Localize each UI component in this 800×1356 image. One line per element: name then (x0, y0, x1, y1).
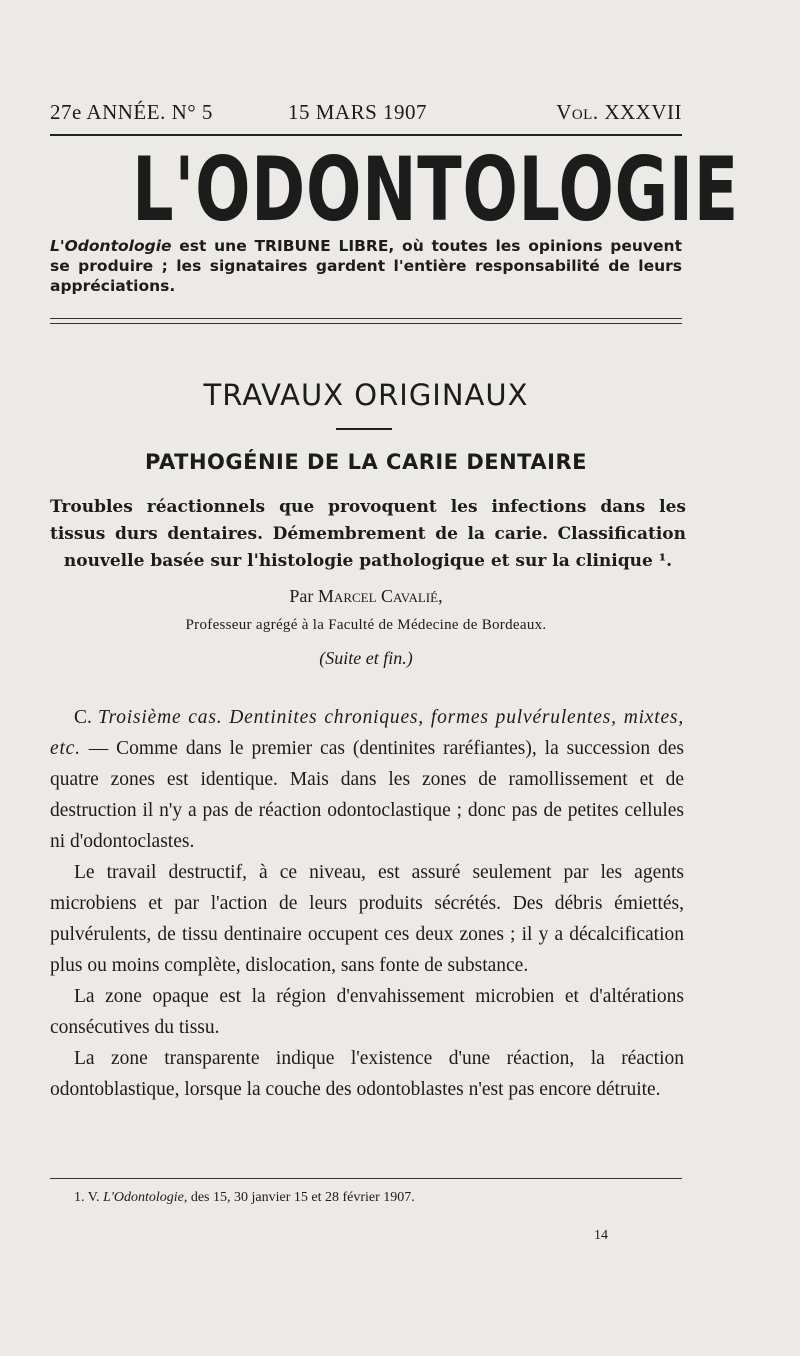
issue-number: 27e ANNÉE. N° 5 (50, 100, 213, 124)
running-header (50, 100, 682, 130)
paragraph: Le travail destructif, à ce niveau, est assuré seulement par les agents microbiens et par l'action de leurs produits sécrétés. Des débris émiettés, pulvérulents, de tissu dentinaire occupent ces deux zones ; il y a décalcification plus ou moins complète, dislocation, sans fonte de substance. (50, 862, 684, 976)
page-number: 14 (594, 1228, 608, 1243)
subtitle-line: Troubles réactionnels que provoquent les infections dans les (50, 497, 686, 517)
notice-text: est une TRIBUNE LIBRE, où toutes les opinions peuvent se produire ; les signataires gardent l'entière responsabilité de leurs appréciations. (50, 237, 682, 295)
subtitle-line: nouvelle basée sur l'histologie pathologique et sur la clinique ¹. (63, 551, 673, 571)
editorial-notice (50, 236, 682, 296)
double-rule-upper (50, 318, 682, 319)
article-subtitle (50, 494, 686, 575)
journal-masthead: L'ODONTOLOGIE (132, 138, 739, 241)
footnote-rule (50, 1178, 682, 1179)
byline (50, 586, 682, 607)
paragraph: La zone opaque est la région d'envahissement microbien et d'altérations consécutives du tissu. (50, 986, 684, 1038)
paragraph-text: — Comme dans le premier cas (dentinites raréfiantes), la succession des quatre zones est identique. Mais dans les zones de ramollissement et de destruction il n'y a pas de réaction odontoclastique ; donc pas de petites cellules ni d'odontoclastes. (50, 738, 684, 852)
author-name: Marcel Cavalié, (317, 586, 443, 606)
paragraph: La zone transparente indique l'existence d'une réaction, la réaction odontoblastique, lorsque la couche des odontoblastes n'est pas encore détruite. (50, 1048, 684, 1100)
section-title: TRAVAUX ORIGINAUX (203, 378, 529, 412)
section-divider (336, 428, 392, 430)
header-rule (50, 134, 682, 136)
article-title: PATHOGÉNIE DE LA CARIE DENTAIRE (145, 450, 587, 474)
byline-prefix: Par (289, 586, 318, 606)
double-rule-lower (50, 323, 682, 324)
continuation-note: (Suite et fin.) (319, 648, 413, 668)
issue-date: 15 MARS 1907 (288, 100, 428, 124)
case-label: C. (74, 707, 98, 728)
footnote-journal: L'Odontologie (103, 1190, 184, 1205)
paragraph (50, 702, 684, 857)
footnote-text: , des 15, 30 janvier 15 et 28 février 1907. (183, 1190, 415, 1205)
author-affiliation: Professeur agrégé à la Faculté de Médecine de Bordeaux. (185, 617, 547, 633)
footnote-prefix: 1. V. (74, 1190, 104, 1205)
footnote (74, 1190, 674, 1206)
case-heading: Troisième cas. Dentinites chroniques, formes pulvérulentes, mixtes, etc. (50, 707, 684, 759)
notice-journal-name: L'Odontologie (50, 237, 172, 255)
volume-number: Vol. XXXVII (556, 100, 682, 124)
subtitle-line: tissus durs dentaires. Démembrement de la carie. Classification (50, 524, 686, 544)
article-body (50, 702, 684, 1105)
